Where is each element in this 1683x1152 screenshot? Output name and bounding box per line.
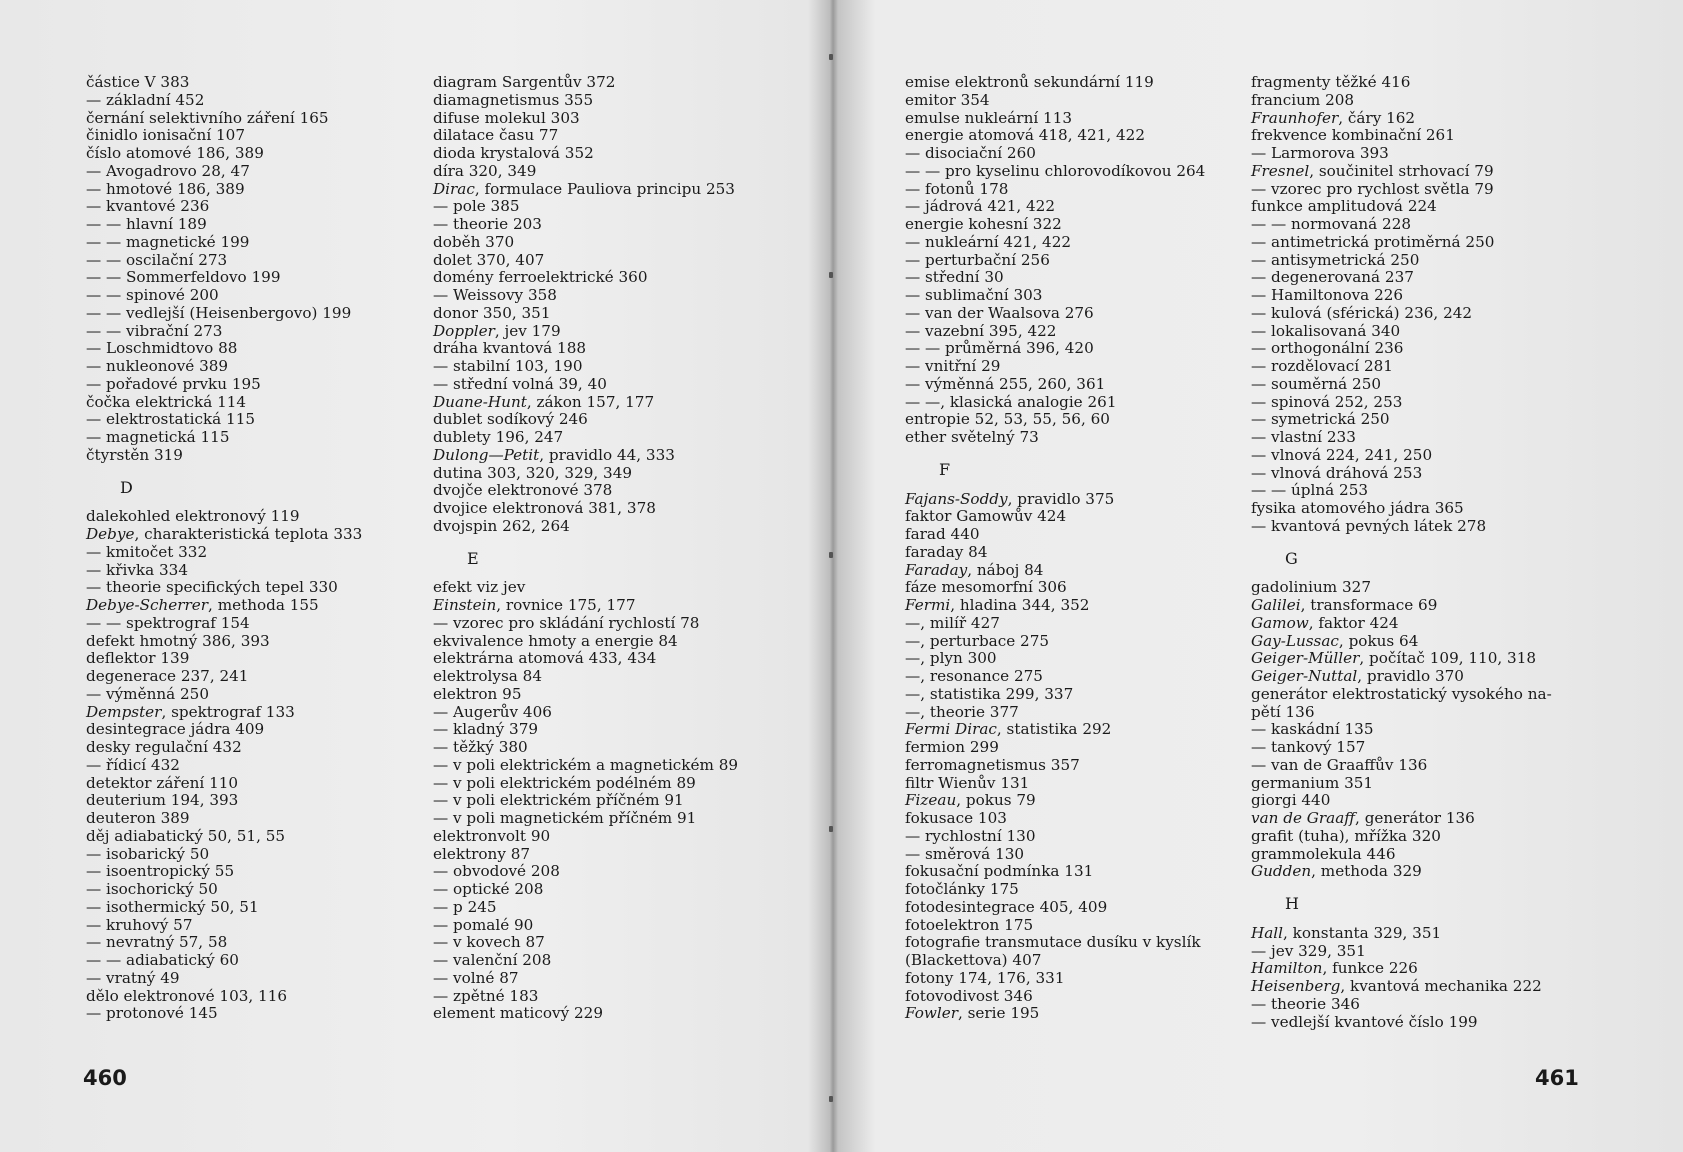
index-entry: — kvantová pevných látek 278 <box>1251 516 1487 535</box>
index-entry: — spinová 252, 253 <box>1251 392 1403 411</box>
index-entry: dublet sodíkový 246 <box>433 410 588 429</box>
index-entry: dilatace času 77 <box>433 126 559 145</box>
index-column-right-1 <box>905 74 1205 1023</box>
index-entry: —, theorie 377 <box>905 702 1019 721</box>
index-entry: — vzorec pro skládání rychlostí 78 <box>433 613 700 632</box>
index-entry: dělo elektronové 103, 116 <box>86 986 288 1005</box>
index-entry: — valenční 208 <box>433 951 552 969</box>
index-entry: fotoelektron 175 <box>905 915 1034 934</box>
index-entry: — vlastní 233 <box>1251 428 1356 446</box>
index-entry: doběh 370 <box>433 232 515 251</box>
index-entry: — Hamiltonova 226 <box>1251 286 1404 304</box>
index-entry: — vzorec pro rychlost světla 79 <box>1251 179 1494 198</box>
index-entry: Doppler, jev 179 <box>433 321 561 340</box>
index-entry: — orthogonální 236 <box>1251 339 1404 358</box>
index-entry: — isoentropický 55 <box>86 862 235 881</box>
index-entry: — pomalé 90 <box>433 915 534 934</box>
index-column-left-1 <box>86 74 362 1023</box>
index-entry: — stabilní 103, 190 <box>433 357 583 375</box>
index-letter-heading: E <box>467 548 479 568</box>
index-entry: dolet 370, 407 <box>433 250 545 269</box>
index-entry: — výměnná 250 <box>86 684 209 703</box>
index-entry: — magnetická 115 <box>86 428 230 446</box>
index-entry: čočka elektrická 114 <box>86 392 247 411</box>
index-entry: částice V 383 <box>86 73 190 91</box>
index-entry: Fermi Dirac, statistika 292 <box>905 720 1112 739</box>
index-entry: — souměrná 250 <box>1251 374 1382 393</box>
index-entry: Gamow, faktor 424 <box>1251 613 1399 632</box>
index-entry: dublety 196, 247 <box>433 428 564 446</box>
binding-stitch <box>829 552 833 558</box>
index-entry: —, perturbace 275 <box>905 631 1050 650</box>
index-entry: dioda krystalová 352 <box>433 144 594 162</box>
index-entry: Debye-Scherrer, methoda 155 <box>86 596 319 614</box>
index-entry: — theorie 346 <box>1251 994 1360 1013</box>
index-entry: — — oscilační 273 <box>86 250 228 269</box>
index-entry: — protonové 145 <box>86 1004 218 1023</box>
index-entry: — — Sommerfeldovo 199 <box>86 268 281 287</box>
page-number-left: 460 <box>83 1066 127 1090</box>
index-entry: generátor elektrostatický vysokého na- <box>1251 684 1552 703</box>
index-letter-heading: D <box>120 477 133 497</box>
index-entry: — střední 30 <box>905 268 1004 287</box>
index-entry: — rychlostní 130 <box>905 826 1036 845</box>
index-entry: — střední volná 39, 40 <box>433 374 607 393</box>
index-entry: Debye, charakteristická teplota 333 <box>86 525 363 543</box>
index-entry: gadolinium 327 <box>1251 578 1371 597</box>
index-entry: deflektor 139 <box>86 649 190 668</box>
index-entry: — — normovaná 228 <box>1251 215 1412 233</box>
index-entry: elektron 95 <box>433 684 522 703</box>
index-entry: dvojspin 262, 264 <box>433 516 570 535</box>
index-entry: — rozdělovací 281 <box>1251 357 1393 375</box>
index-entry: fragmenty těžké 416 <box>1251 73 1411 91</box>
index-letter-heading: G <box>1285 548 1298 568</box>
index-entry: — v poli elektrickém a magnetickém 89 <box>433 755 739 774</box>
index-entry: — vratný 49 <box>86 968 180 987</box>
index-entry: — Loschmidtovo 88 <box>86 339 238 358</box>
index-entry: — v poli elektrickém podélném 89 <box>433 773 696 792</box>
index-entry: fermion 299 <box>905 738 999 756</box>
index-entry: Heisenberg, kvantová mechanika 222 <box>1251 977 1542 995</box>
index-entry: Dirac, formulace Pauliova principu 253 <box>433 179 735 198</box>
index-entry: Fresnel, součinitel strhovací 79 <box>1251 161 1494 180</box>
index-entry: — kvantové 236 <box>86 197 210 216</box>
index-entry: fotodesintegrace 405, 409 <box>905 897 1108 916</box>
index-entry: dvojče elektronové 378 <box>433 481 613 500</box>
index-entry: diamagnetismus 355 <box>433 90 594 109</box>
left-page <box>0 0 830 1152</box>
index-entry: elektrony 87 <box>433 844 531 863</box>
index-entry: — sublimační 303 <box>905 286 1043 304</box>
index-entry: pětí 136 <box>1251 702 1315 721</box>
index-entry: děj adiabatický 50, 51, 55 <box>86 826 286 845</box>
index-entry: Faraday, náboj 84 <box>905 560 1044 579</box>
index-entry: — — magnetické 199 <box>86 232 250 251</box>
index-entry: frekvence kombinační 261 <box>1251 126 1455 145</box>
index-entry: desky regulační 432 <box>86 738 242 756</box>
binding-stitch <box>829 272 833 278</box>
index-entry: — degenerovaná 237 <box>1251 268 1414 287</box>
index-entry: fokusační podmínka 131 <box>905 862 1094 881</box>
index-entry: — kladný 379 <box>433 720 539 739</box>
index-entry: dráha kvantová 188 <box>433 339 587 358</box>
index-entry: —, milíř 427 <box>905 613 1000 632</box>
index-entry: — symetrická 250 <box>1251 410 1390 429</box>
index-entry: Dulong—Petit, pravidlo 44, 333 <box>433 445 675 464</box>
index-entry: — křivka 334 <box>86 560 188 579</box>
index-entry: — pořadové prvku 195 <box>86 374 261 393</box>
index-entry: — jev 329, 351 <box>1251 941 1366 960</box>
index-entry: — — vedlejší (Heisenbergovo) 199 <box>86 303 352 322</box>
index-entry: grammolekula 446 <box>1251 844 1396 863</box>
index-entry: — vlnová dráhová 253 <box>1251 463 1423 482</box>
index-entry: fysika atomového jádra 365 <box>1251 499 1464 517</box>
binding-stitch <box>829 826 833 832</box>
index-entry: čtyrstěn 319 <box>86 445 183 464</box>
index-entry: — —, klasická analogie 261 <box>905 392 1117 411</box>
index-entry: farad 440 <box>905 525 980 543</box>
index-entry: — theorie specifických tepel 330 <box>86 578 338 597</box>
index-entry: desintegrace jádra 409 <box>86 720 265 739</box>
index-entry: funkce amplitudová 224 <box>1251 197 1437 216</box>
index-entry: — pole 385 <box>433 197 520 216</box>
index-entry: — perturbační 256 <box>905 250 1050 269</box>
index-entry: elektrolysa 84 <box>433 667 542 685</box>
index-entry: — tankový 157 <box>1251 738 1366 756</box>
index-entry: detektor záření 110 <box>86 773 239 792</box>
index-entry: filtr Wienův 131 <box>905 773 1030 792</box>
index-entry: dalekohled elektronový 119 <box>86 507 300 526</box>
index-entry: deuterium 194, 393 <box>86 791 239 810</box>
index-entry: — antisymetrická 250 <box>1251 250 1420 269</box>
index-entry: fotony 174, 176, 331 <box>905 968 1065 987</box>
index-entry: Hamilton, funkce 226 <box>1251 959 1418 978</box>
index-entry: — — hlavní 189 <box>86 215 207 233</box>
index-entry: elektronvolt 90 <box>433 826 551 845</box>
index-entry: — — úplná 253 <box>1251 481 1369 500</box>
index-entry: Gay-Lussac, pokus 64 <box>1251 631 1419 650</box>
index-letter-heading: F <box>939 459 951 479</box>
index-entry: Dempster, spektrograf 133 <box>86 702 295 721</box>
index-entry: — jádrová 421, 422 <box>905 197 1055 216</box>
index-entry: francium 208 <box>1251 90 1355 109</box>
index-entry: — van der Waalsova 276 <box>905 303 1094 322</box>
index-entry: — volné 87 <box>433 968 519 987</box>
index-entry: fokusace 103 <box>905 809 1007 827</box>
page-number-right: 461 <box>1535 1066 1579 1090</box>
index-entry: — — adiabatický 60 <box>86 951 239 969</box>
right-page <box>835 0 1683 1152</box>
index-entry: — v poli magnetickém příčném 91 <box>433 809 697 827</box>
index-entry: — zpětné 183 <box>433 986 539 1005</box>
index-entry: — elektrostatická 115 <box>86 410 256 429</box>
index-entry: — směrová 130 <box>905 844 1025 863</box>
index-column-left-2 <box>433 74 738 1023</box>
index-entry: Fizeau, pokus 79 <box>905 791 1036 810</box>
index-entry: — základní 452 <box>86 90 205 109</box>
binding-stitch <box>829 54 833 60</box>
index-entry: — obvodové 208 <box>433 862 560 881</box>
index-entry: — Larmorova 393 <box>1251 144 1389 162</box>
index-entry: dutina 303, 320, 329, 349 <box>433 463 633 482</box>
index-entry: — kaskádní 135 <box>1251 720 1374 739</box>
index-entry: — kulová (sférická) 236, 242 <box>1251 303 1473 322</box>
index-entry: — disociační 260 <box>905 144 1036 162</box>
index-entry: — vlnová 224, 241, 250 <box>1251 445 1433 464</box>
index-entry: fotografie transmutace dusíku v kyslík <box>905 933 1201 952</box>
index-entry: degenerace 237, 241 <box>86 667 249 685</box>
index-entry: — v kovech 87 <box>433 933 545 952</box>
index-entry: Einstein, rovnice 175, 177 <box>433 596 636 614</box>
index-entry: —, resonance 275 <box>905 667 1043 685</box>
index-entry: — — pro kyselinu chlorovodíkovou 264 <box>905 161 1206 180</box>
index-entry: Geiger-Müller, počítač 109, 110, 318 <box>1251 649 1537 668</box>
index-entry: emulse nukleární 113 <box>905 108 1073 127</box>
index-entry: — — průměrná 396, 420 <box>905 339 1094 358</box>
index-entry: van de Graaff, generátor 136 <box>1251 809 1475 827</box>
index-entry: grafit (tuha), mřížka 320 <box>1251 826 1441 845</box>
index-entry: — Weissovy 358 <box>433 286 557 304</box>
index-entry: fáze mesomorfní 306 <box>905 578 1067 597</box>
index-entry: —, statistika 299, 337 <box>905 684 1074 703</box>
index-entry: Galilei, transformace 69 <box>1251 596 1438 614</box>
index-entry: domény ferroelektrické 360 <box>433 268 648 287</box>
index-entry: — Augerův 406 <box>433 702 552 721</box>
index-entry: element maticový 229 <box>433 1004 603 1023</box>
index-entry: Geiger-Nuttal, pravidlo 370 <box>1251 667 1464 685</box>
index-entry: elektrárna atomová 433, 434 <box>433 649 657 668</box>
index-entry: činidlo ionisační 107 <box>86 126 246 145</box>
index-entry: — p 245 <box>433 897 497 916</box>
index-entry: — nukleární 421, 422 <box>905 232 1072 251</box>
index-entry: — hmotové 186, 389 <box>86 179 245 198</box>
index-entry: — — vibrační 273 <box>86 321 223 340</box>
index-entry: — nevratný 57, 58 <box>86 933 228 952</box>
index-letter-heading: H <box>1285 894 1299 913</box>
index-entry: ferromagnetismus 357 <box>905 755 1080 774</box>
index-entry: Fraunhofer, čáry 162 <box>1251 108 1416 127</box>
index-entry: fotovodivost 346 <box>905 986 1033 1005</box>
index-entry: diagram Sargentův 372 <box>433 73 616 91</box>
index-entry: černání selektivního záření 165 <box>86 108 329 127</box>
index-entry: deuteron 389 <box>86 809 190 827</box>
index-entry: — isothermický 50, 51 <box>86 897 259 916</box>
index-entry: difuse molekul 303 <box>433 108 580 127</box>
index-entry: díra 320, 349 <box>433 161 537 180</box>
index-entry: — isochorický 50 <box>86 880 218 898</box>
index-entry: — optické 208 <box>433 880 544 898</box>
index-entry: (Blackettova) 407 <box>905 951 1042 969</box>
index-entry: donor 350, 351 <box>433 303 551 322</box>
index-entry: — těžký 380 <box>433 738 528 756</box>
index-entry: — van de Graaffův 136 <box>1251 755 1428 774</box>
index-entry: energie kohesní 322 <box>905 215 1062 233</box>
index-entry: ekvivalence hmoty a energie 84 <box>433 631 678 650</box>
index-entry: — vedlejší kvantové číslo 199 <box>1251 1012 1478 1031</box>
index-entry: Hall, konstanta 329, 351 <box>1251 923 1442 942</box>
index-entry: faktor Gamowův 424 <box>905 507 1067 526</box>
index-entry: faraday 84 <box>905 542 988 561</box>
index-entry: — isobarický 50 <box>86 844 210 863</box>
index-entry: defekt hmotný 386, 393 <box>86 631 270 650</box>
index-entry: Fajans-Soddy, pravidlo 375 <box>905 489 1115 508</box>
index-entry: — řídicí 432 <box>86 755 180 774</box>
index-column-right-2 <box>1251 74 1552 1031</box>
index-entry: — kmitočet 332 <box>86 542 208 561</box>
index-entry: entropie 52, 53, 55, 56, 60 <box>905 410 1110 429</box>
binding-stitch <box>829 1096 833 1102</box>
index-entry: — fotonů 178 <box>905 179 1009 198</box>
index-entry: emise elektronů sekundární 119 <box>905 73 1154 91</box>
index-entry: Gudden, methoda 329 <box>1251 862 1422 881</box>
index-entry: — výměnná 255, 260, 361 <box>905 374 1106 393</box>
index-entry: —, plyn 300 <box>905 649 997 668</box>
index-entry: — vazební 395, 422 <box>905 321 1057 340</box>
index-entry: — — spektrograf 154 <box>86 613 250 632</box>
index-entry: — — spinové 200 <box>86 286 219 304</box>
index-entry: germanium 351 <box>1251 773 1374 792</box>
index-entry: — kruhový 57 <box>86 915 193 934</box>
index-entry: — v poli elektrickém příčném 91 <box>433 791 684 810</box>
index-entry: Fowler, serie 195 <box>905 1004 1040 1023</box>
index-entry: emitor 354 <box>905 90 990 109</box>
index-entry: — theorie 203 <box>433 215 542 233</box>
index-entry: ether světelný 73 <box>905 428 1039 446</box>
index-entry: — nukleonové 389 <box>86 357 229 375</box>
index-entry: Fermi, hladina 344, 352 <box>905 596 1090 614</box>
index-entry: číslo atomové 186, 389 <box>86 144 264 162</box>
index-entry: — vnitřní 29 <box>905 357 1001 375</box>
index-entry: energie atomová 418, 421, 422 <box>905 126 1145 145</box>
index-entry: fotočlánky 175 <box>905 880 1019 898</box>
index-entry: — antimetrická protiměrná 250 <box>1251 232 1495 251</box>
index-entry: — lokalisovaná 340 <box>1251 321 1401 340</box>
index-entry: efekt viz jev <box>433 578 526 597</box>
index-entry: dvojice elektronová 381, 378 <box>433 499 656 517</box>
index-entry: Duane-Hunt, zákon 157, 177 <box>433 392 655 411</box>
index-entry: giorgi 440 <box>1251 791 1331 810</box>
index-entry: — Avogadrovo 28, 47 <box>86 161 250 180</box>
